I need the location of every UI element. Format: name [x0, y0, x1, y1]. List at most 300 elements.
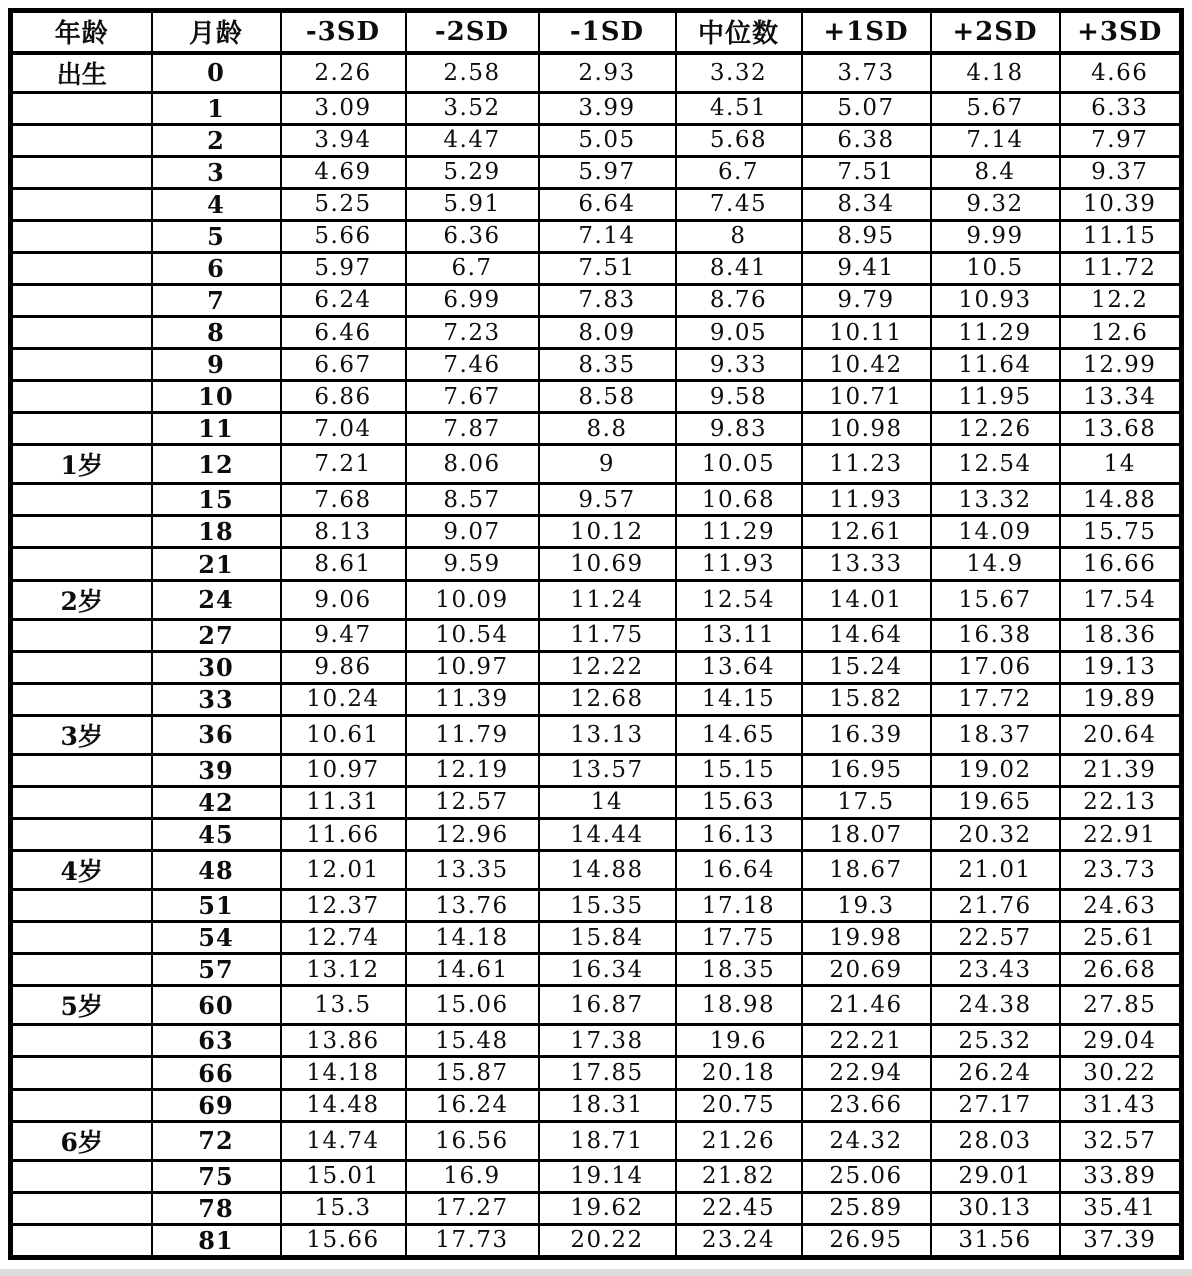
value-cell: 9.99: [931, 220, 1060, 252]
month-cell: 75: [152, 1160, 281, 1192]
value-cell: 7.97: [1060, 124, 1182, 156]
value-cell: 23.73: [1060, 851, 1182, 890]
value-cell: 19.6: [676, 1025, 802, 1057]
month-cell: 24: [152, 580, 281, 619]
value-cell: 6.24: [281, 284, 406, 316]
value-cell: 17.72: [931, 683, 1060, 715]
month-cell: 33: [152, 683, 281, 715]
value-cell: 7.46: [406, 349, 539, 381]
value-cell: 21.82: [676, 1160, 802, 1192]
value-cell: 4.47: [406, 124, 539, 156]
value-cell: 5.67: [931, 92, 1060, 124]
value-cell: 16.13: [676, 819, 802, 851]
value-cell: 13.76: [406, 890, 539, 922]
value-cell: 6.38: [802, 124, 931, 156]
value-cell: 10.11: [802, 317, 931, 349]
value-cell: 18.71: [539, 1121, 676, 1160]
value-cell: 13.68: [1060, 413, 1182, 445]
value-cell: 7.04: [281, 413, 406, 445]
value-cell: 5.66: [281, 220, 406, 252]
month-cell: 1: [152, 92, 281, 124]
age-cell: [11, 220, 152, 252]
age-cell: [11, 317, 152, 349]
table-row: [11, 252, 1182, 284]
age-cell: 6岁: [11, 1121, 152, 1160]
value-cell: 10.97: [406, 651, 539, 683]
value-cell: 14.01: [802, 580, 931, 619]
age-cell: [11, 786, 152, 818]
value-cell: 12.01: [281, 851, 406, 890]
value-cell: 19.13: [1060, 651, 1182, 683]
value-cell: 13.34: [1060, 381, 1182, 413]
value-cell: 15.66: [281, 1224, 406, 1257]
age-cell: [11, 349, 152, 381]
value-cell: 21.26: [676, 1121, 802, 1160]
age-cell: 3岁: [11, 715, 152, 754]
value-cell: 12.37: [281, 890, 406, 922]
value-cell: 14.09: [931, 516, 1060, 548]
value-cell: 8.8: [539, 413, 676, 445]
age-cell: [11, 1224, 152, 1257]
value-cell: 10.61: [281, 715, 406, 754]
value-cell: 20.22: [539, 1224, 676, 1257]
value-cell: 11.95: [931, 381, 1060, 413]
value-cell: 11.75: [539, 619, 676, 651]
header-row: [11, 11, 1182, 53]
value-cell: 15.3: [281, 1192, 406, 1224]
value-cell: 25.89: [802, 1192, 931, 1224]
value-cell: 8: [676, 220, 802, 252]
month-cell: 51: [152, 890, 281, 922]
col-header-age: 年龄: [11, 11, 152, 53]
table-row: [11, 1121, 1182, 1160]
value-cell: 2.93: [539, 53, 676, 93]
value-cell: 18.67: [802, 851, 931, 890]
age-cell: [11, 683, 152, 715]
value-cell: 22.21: [802, 1025, 931, 1057]
value-cell: 19.14: [539, 1160, 676, 1192]
month-cell: 27: [152, 619, 281, 651]
col-header-month: 月龄: [152, 11, 281, 53]
value-cell: 11.93: [802, 484, 931, 516]
value-cell: 7.51: [539, 252, 676, 284]
month-cell: 36: [152, 715, 281, 754]
month-cell: 5: [152, 220, 281, 252]
value-cell: 18.07: [802, 819, 931, 851]
value-cell: 7.23: [406, 317, 539, 349]
value-cell: 5.29: [406, 156, 539, 188]
value-cell: 7.14: [931, 124, 1060, 156]
value-cell: 4.66: [1060, 53, 1182, 93]
value-cell: 19.62: [539, 1192, 676, 1224]
value-cell: 31.43: [1060, 1089, 1182, 1121]
value-cell: 10.93: [931, 284, 1060, 316]
table-row: [11, 349, 1182, 381]
value-cell: 12.6: [1060, 317, 1182, 349]
value-cell: 21.39: [1060, 754, 1182, 786]
table-row: [11, 284, 1182, 316]
table-row: [11, 819, 1182, 851]
value-cell: 3.09: [281, 92, 406, 124]
value-cell: 7.51: [802, 156, 931, 188]
value-cell: 15.67: [931, 580, 1060, 619]
value-cell: 20.69: [802, 954, 931, 986]
value-cell: 9.47: [281, 619, 406, 651]
age-cell: [11, 619, 152, 651]
value-cell: 31.56: [931, 1224, 1060, 1257]
value-cell: 15.01: [281, 1160, 406, 1192]
value-cell: 26.95: [802, 1224, 931, 1257]
month-cell: 11: [152, 413, 281, 445]
value-cell: 14.9: [931, 548, 1060, 580]
value-cell: 12.68: [539, 683, 676, 715]
age-cell: 出生: [11, 53, 152, 93]
value-cell: 10.05: [676, 445, 802, 484]
value-cell: 15.15: [676, 754, 802, 786]
value-cell: 22.94: [802, 1057, 931, 1089]
value-cell: 9.79: [802, 284, 931, 316]
value-cell: 8.95: [802, 220, 931, 252]
age-cell: 4岁: [11, 851, 152, 890]
value-cell: 12.96: [406, 819, 539, 851]
value-cell: 14.74: [281, 1121, 406, 1160]
value-cell: 7.67: [406, 381, 539, 413]
value-cell: 15.63: [676, 786, 802, 818]
value-cell: 9.59: [406, 548, 539, 580]
growth-table: [8, 8, 1184, 1260]
value-cell: 7.14: [539, 220, 676, 252]
age-cell: [11, 484, 152, 516]
value-cell: 3.99: [539, 92, 676, 124]
col-header-minus1sd: -1SD: [539, 11, 676, 53]
value-cell: 5.91: [406, 188, 539, 220]
value-cell: 8.09: [539, 317, 676, 349]
month-cell: 30: [152, 651, 281, 683]
value-cell: 12.26: [931, 413, 1060, 445]
value-cell: 13.64: [676, 651, 802, 683]
table-row: [11, 954, 1182, 986]
value-cell: 12.99: [1060, 349, 1182, 381]
value-cell: 17.54: [1060, 580, 1182, 619]
value-cell: 10.54: [406, 619, 539, 651]
value-cell: 14.15: [676, 683, 802, 715]
value-cell: 23.66: [802, 1089, 931, 1121]
value-cell: 13.35: [406, 851, 539, 890]
age-cell: [11, 124, 152, 156]
value-cell: 11.93: [676, 548, 802, 580]
age-cell: [11, 954, 152, 986]
value-cell: 16.56: [406, 1121, 539, 1160]
value-cell: 8.4: [931, 156, 1060, 188]
table-row: [11, 890, 1182, 922]
value-cell: 4.51: [676, 92, 802, 124]
month-cell: 48: [152, 851, 281, 890]
value-cell: 9.07: [406, 516, 539, 548]
value-cell: 9.33: [676, 349, 802, 381]
value-cell: 12.2: [1060, 284, 1182, 316]
age-cell: [11, 156, 152, 188]
value-cell: 5.97: [539, 156, 676, 188]
value-cell: 7.83: [539, 284, 676, 316]
value-cell: 16.38: [931, 619, 1060, 651]
table-row: [11, 580, 1182, 619]
value-cell: 8.41: [676, 252, 802, 284]
table-row: [11, 1025, 1182, 1057]
value-cell: 17.85: [539, 1057, 676, 1089]
value-cell: 6.86: [281, 381, 406, 413]
age-cell: [11, 1025, 152, 1057]
value-cell: 6.64: [539, 188, 676, 220]
value-cell: 24.38: [931, 986, 1060, 1025]
value-cell: 35.41: [1060, 1192, 1182, 1224]
value-cell: 25.61: [1060, 922, 1182, 954]
month-cell: 6: [152, 252, 281, 284]
growth-table-body: [11, 53, 1182, 1258]
value-cell: 15.84: [539, 922, 676, 954]
value-cell: 6.46: [281, 317, 406, 349]
value-cell: 19.02: [931, 754, 1060, 786]
month-cell: 81: [152, 1224, 281, 1257]
value-cell: 13.12: [281, 954, 406, 986]
table-row: [11, 922, 1182, 954]
value-cell: 10.42: [802, 349, 931, 381]
age-cell: [11, 516, 152, 548]
month-cell: 57: [152, 954, 281, 986]
age-cell: [11, 651, 152, 683]
value-cell: 16.66: [1060, 548, 1182, 580]
value-cell: 21.76: [931, 890, 1060, 922]
value-cell: 12.74: [281, 922, 406, 954]
month-cell: 21: [152, 548, 281, 580]
value-cell: 26.68: [1060, 954, 1182, 986]
value-cell: 20.18: [676, 1057, 802, 1089]
value-cell: 9.58: [676, 381, 802, 413]
col-header-plus1sd: +1SD: [802, 11, 931, 53]
age-cell: [11, 754, 152, 786]
table-row: [11, 413, 1182, 445]
value-cell: 24.32: [802, 1121, 931, 1160]
value-cell: 8.58: [539, 381, 676, 413]
month-cell: 63: [152, 1025, 281, 1057]
table-row: [11, 516, 1182, 548]
month-cell: 60: [152, 986, 281, 1025]
value-cell: 17.38: [539, 1025, 676, 1057]
value-cell: 11.64: [931, 349, 1060, 381]
value-cell: 22.91: [1060, 819, 1182, 851]
value-cell: 33.89: [1060, 1160, 1182, 1192]
table-row: [11, 381, 1182, 413]
value-cell: 20.32: [931, 819, 1060, 851]
value-cell: 19.65: [931, 786, 1060, 818]
value-cell: 9.06: [281, 580, 406, 619]
table-row: [11, 156, 1182, 188]
value-cell: 15.06: [406, 986, 539, 1025]
value-cell: 37.39: [1060, 1224, 1182, 1257]
age-cell: [11, 548, 152, 580]
value-cell: 14.18: [281, 1057, 406, 1089]
month-cell: 66: [152, 1057, 281, 1089]
month-cell: 10: [152, 381, 281, 413]
value-cell: 23.43: [931, 954, 1060, 986]
value-cell: 10.24: [281, 683, 406, 715]
value-cell: 28.03: [931, 1121, 1060, 1160]
value-cell: 9.41: [802, 252, 931, 284]
value-cell: 17.75: [676, 922, 802, 954]
value-cell: 7.68: [281, 484, 406, 516]
col-header-plus2sd: +2SD: [931, 11, 1060, 53]
value-cell: 22.13: [1060, 786, 1182, 818]
value-cell: 10.69: [539, 548, 676, 580]
value-cell: 12.22: [539, 651, 676, 683]
value-cell: 18.35: [676, 954, 802, 986]
value-cell: 14: [539, 786, 676, 818]
value-cell: 16.64: [676, 851, 802, 890]
value-cell: 7.21: [281, 445, 406, 484]
month-cell: 42: [152, 786, 281, 818]
value-cell: 5.25: [281, 188, 406, 220]
month-cell: 54: [152, 922, 281, 954]
value-cell: 13.86: [281, 1025, 406, 1057]
table-row: [11, 754, 1182, 786]
value-cell: 16.9: [406, 1160, 539, 1192]
age-cell: [11, 381, 152, 413]
value-cell: 13.13: [539, 715, 676, 754]
value-cell: 6.67: [281, 349, 406, 381]
value-cell: 6.36: [406, 220, 539, 252]
value-cell: 11.72: [1060, 252, 1182, 284]
value-cell: 19.89: [1060, 683, 1182, 715]
value-cell: 13.32: [931, 484, 1060, 516]
value-cell: 5.05: [539, 124, 676, 156]
value-cell: 10.68: [676, 484, 802, 516]
value-cell: 17.5: [802, 786, 931, 818]
value-cell: 9: [539, 445, 676, 484]
value-cell: 3.73: [802, 53, 931, 93]
value-cell: 9.32: [931, 188, 1060, 220]
value-cell: 11.29: [931, 317, 1060, 349]
col-header-median: 中位数: [676, 11, 802, 53]
month-cell: 15: [152, 484, 281, 516]
age-cell: [11, 819, 152, 851]
value-cell: 16.34: [539, 954, 676, 986]
value-cell: 12.57: [406, 786, 539, 818]
value-cell: 29.04: [1060, 1025, 1182, 1057]
value-cell: 32.57: [1060, 1121, 1182, 1160]
value-cell: 25.32: [931, 1025, 1060, 1057]
table-row: [11, 1057, 1182, 1089]
age-cell: [11, 252, 152, 284]
value-cell: 13.11: [676, 619, 802, 651]
value-cell: 20.64: [1060, 715, 1182, 754]
value-cell: 22.45: [676, 1192, 802, 1224]
value-cell: 25.06: [802, 1160, 931, 1192]
value-cell: 2.26: [281, 53, 406, 93]
age-cell: [11, 284, 152, 316]
value-cell: 26.24: [931, 1057, 1060, 1089]
value-cell: 5.07: [802, 92, 931, 124]
month-cell: 72: [152, 1121, 281, 1160]
value-cell: 6.7: [406, 252, 539, 284]
value-cell: 8.34: [802, 188, 931, 220]
table-row: [11, 786, 1182, 818]
value-cell: 2.58: [406, 53, 539, 93]
value-cell: 15.24: [802, 651, 931, 683]
col-header-plus3sd: +3SD: [1060, 11, 1182, 53]
value-cell: 10.98: [802, 413, 931, 445]
value-cell: 14.48: [281, 1089, 406, 1121]
value-cell: 3.52: [406, 92, 539, 124]
value-cell: 17.06: [931, 651, 1060, 683]
value-cell: 12.54: [676, 580, 802, 619]
table-row: [11, 715, 1182, 754]
value-cell: 6.33: [1060, 92, 1182, 124]
table-row: [11, 1224, 1182, 1257]
value-cell: 30.22: [1060, 1057, 1182, 1089]
value-cell: 11.23: [802, 445, 931, 484]
value-cell: 12.54: [931, 445, 1060, 484]
value-cell: 17.18: [676, 890, 802, 922]
value-cell: 10.5: [931, 252, 1060, 284]
col-header-minus3sd: -3SD: [281, 11, 406, 53]
table-row: [11, 53, 1182, 93]
value-cell: 11.66: [281, 819, 406, 851]
value-cell: 6.99: [406, 284, 539, 316]
table-row: [11, 484, 1182, 516]
value-cell: 15.48: [406, 1025, 539, 1057]
value-cell: 27.17: [931, 1089, 1060, 1121]
table-row: [11, 1160, 1182, 1192]
table-row: [11, 1089, 1182, 1121]
value-cell: 9.57: [539, 484, 676, 516]
value-cell: 14.88: [539, 851, 676, 890]
value-cell: 16.95: [802, 754, 931, 786]
age-cell: 2岁: [11, 580, 152, 619]
value-cell: 8.76: [676, 284, 802, 316]
value-cell: 15.35: [539, 890, 676, 922]
bottom-edge-strip: [0, 1269, 1192, 1276]
age-cell: [11, 92, 152, 124]
value-cell: 8.57: [406, 484, 539, 516]
age-cell: [11, 1160, 152, 1192]
value-cell: 24.63: [1060, 890, 1182, 922]
value-cell: 14.44: [539, 819, 676, 851]
value-cell: 15.75: [1060, 516, 1182, 548]
value-cell: 3.32: [676, 53, 802, 93]
value-cell: 16.87: [539, 986, 676, 1025]
value-cell: 13.57: [539, 754, 676, 786]
table-row: [11, 986, 1182, 1025]
value-cell: 8.35: [539, 349, 676, 381]
month-cell: 69: [152, 1089, 281, 1121]
month-cell: 0: [152, 53, 281, 93]
value-cell: 10.12: [539, 516, 676, 548]
value-cell: 7.45: [676, 188, 802, 220]
month-cell: 39: [152, 754, 281, 786]
age-cell: [11, 1057, 152, 1089]
value-cell: 18.37: [931, 715, 1060, 754]
value-cell: 9.86: [281, 651, 406, 683]
table-row: [11, 851, 1182, 890]
month-cell: 9: [152, 349, 281, 381]
value-cell: 21.46: [802, 986, 931, 1025]
value-cell: 18.36: [1060, 619, 1182, 651]
value-cell: 19.98: [802, 922, 931, 954]
age-cell: [11, 922, 152, 954]
value-cell: 14.65: [676, 715, 802, 754]
value-cell: 18.98: [676, 986, 802, 1025]
value-cell: 18.31: [539, 1089, 676, 1121]
value-cell: 11.31: [281, 786, 406, 818]
